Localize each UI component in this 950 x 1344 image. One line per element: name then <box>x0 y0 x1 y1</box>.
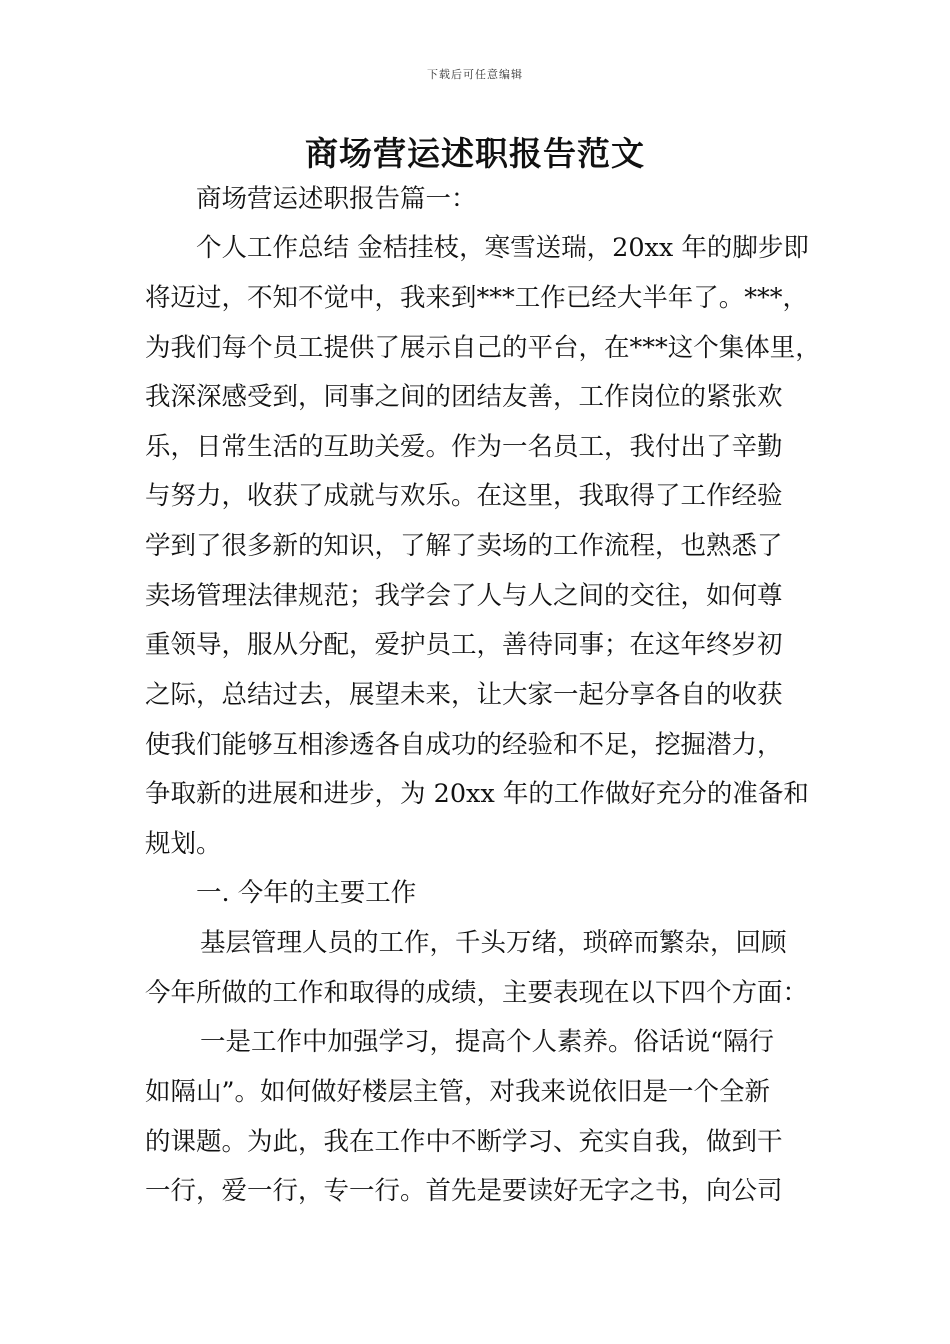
paragraph-line: 使我们能够互相渗透各自成功的经验和不足，挖掘潜力， <box>145 730 783 760</box>
paragraph-line: 之际，总结过去，展望未来，让大家一起分享各自的收获 <box>145 680 783 710</box>
section-heading-main-work: 一. 今年的主要工作 <box>196 878 417 908</box>
paragraph-line: 的课题。为此，我在工作中不断学习、充实自我，做到干 <box>145 1127 783 1157</box>
document-title: 商场营运述职报告范文 <box>305 134 645 173</box>
header-note: 下载后可任意编辑 <box>427 68 523 81</box>
paragraph-line: 乐，日常生活的互助关爱。作为一名员工，我付出了辛勤 <box>145 432 783 462</box>
paragraph-line: 将迈过，不知不觉中，我来到***工作已经大半年了。***， <box>145 283 809 313</box>
paragraph-line: 一行，爱一行，专一行。首先是要读好无字之书，向公司 <box>145 1176 783 1206</box>
paragraph-line: 如隔山”。如何做好楼层主管，对我来说依旧是一个全新 <box>145 1077 771 1107</box>
paragraph-line: 与努力，收获了成就与欢乐。在这里，我取得了工作经验 <box>145 481 783 511</box>
paragraph-line: 我深深感受到，同事之间的团结友善，工作岗位的紧张欢 <box>145 382 783 412</box>
paragraph-line: 学到了很多新的知识，了解了卖场的工作流程，也熟悉了 <box>145 531 783 561</box>
section-heading-part-one: 商场营运述职报告篇一： <box>196 184 477 214</box>
paragraph-line: 个人工作总结 金桔挂枝，寒雪送瑞，20xx 年的脚步即 <box>196 233 809 263</box>
paragraph-line: 重领导，服从分配，爱护员工，善待同事；在这年终岁初 <box>145 630 783 660</box>
paragraph-line: 为我们每个员工提供了展示自己的平台，在***这个集体里， <box>145 333 821 363</box>
paragraph-line: 一是工作中加强学习，提高个人素养。俗话说“隔行 <box>200 1027 775 1057</box>
paragraph-line: 争取新的进展和进步，为 20xx 年的工作做好充分的准备和 <box>145 779 809 809</box>
paragraph-line: 卖场管理法律规范；我学会了人与人之间的交往，如何尊 <box>145 581 783 611</box>
paragraph-line: 基层管理人员的工作，千头万绪，琐碎而繁杂，回顾 <box>200 928 787 958</box>
paragraph-line: 规划。 <box>145 829 222 859</box>
paragraph-line: 今年所做的工作和取得的成绩，主要表现在以下四个方面： <box>145 978 809 1008</box>
